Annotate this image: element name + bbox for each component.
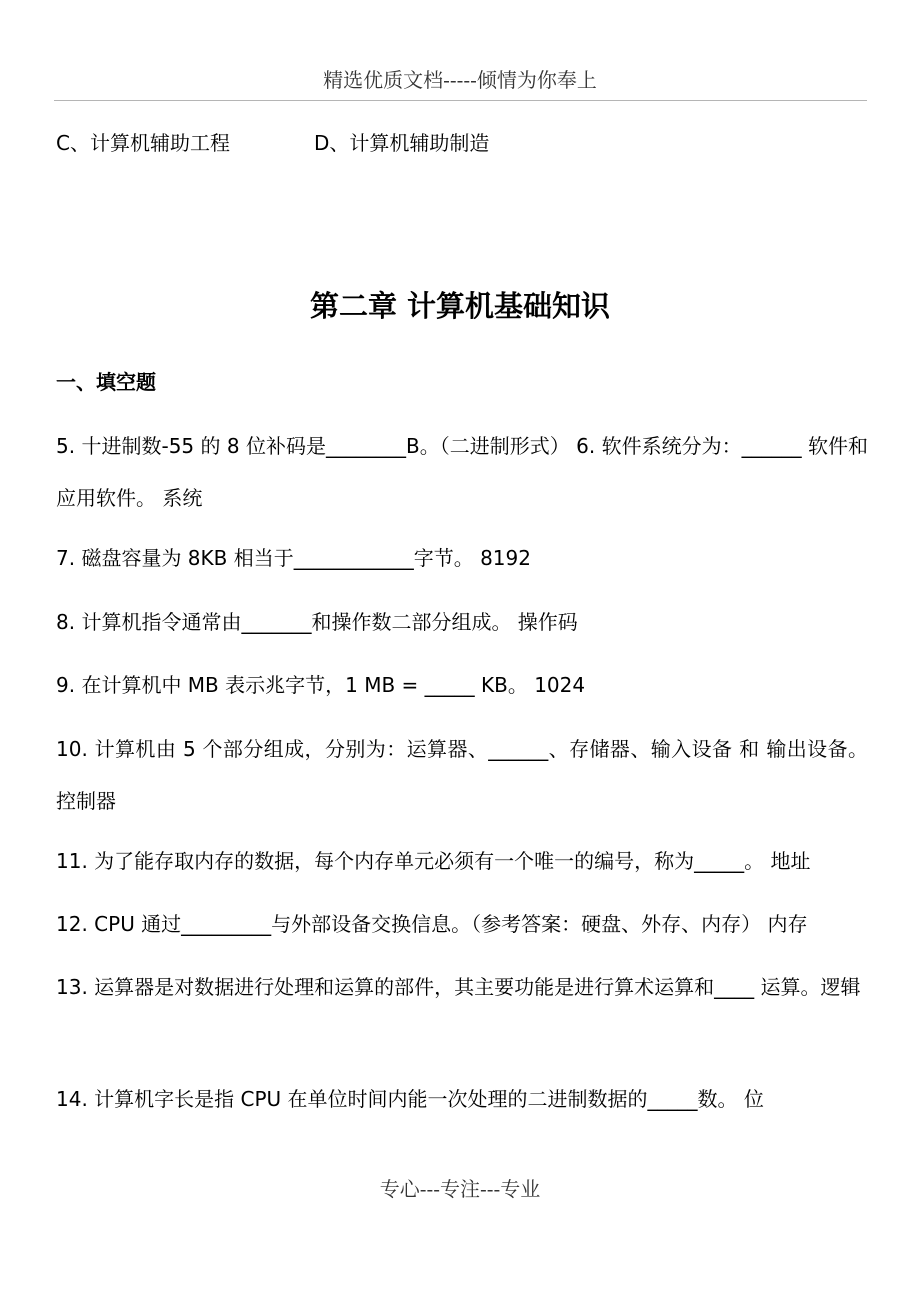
question-10: 10. 计算机由 5 个部分组成，分别为：运算器、______、存储器、输入设备 和 输出设备。控制器 <box>56 737 868 813</box>
chapter-title: 第二章 计算机基础知识 <box>309 289 611 323</box>
question-5-6: 5. 十进制数-55 的 8 位补码是________B。（二进制形式） 6. 软件系统分为：______ 软件和应用软件。 系统 <box>56 434 868 510</box>
page-header: 精选优质文档-----倾情为你奉上 <box>323 68 597 92</box>
question-8: 8. 计算机指令通常由_______和操作数二部分组成。 操作码 <box>56 610 578 634</box>
option-c: C、计算机辅助工程 <box>56 131 230 155</box>
header-divider <box>54 100 867 101</box>
question-7: 7. 磁盘容量为 8KB 相当于____________字节。 8192 <box>56 546 531 570</box>
page-footer: 专心---专注---专业 <box>379 1177 541 1201</box>
question-13: 13. 运算器是对数据进行处理和运算的部件，其主要功能是进行算术运算和____ 运算。逻辑 <box>56 975 861 999</box>
section-title: 一、填空题 <box>56 370 156 394</box>
question-9: 9. 在计算机中 MB 表示兆字节，1 MB = _____ KB。 1024 <box>56 673 586 697</box>
question-12: 12. CPU 通过_________与外部设备交换信息。（参考答案：硬盘、外存、内存） 内存 <box>56 912 808 936</box>
question-14: 14. 计算机字长是指 CPU 在单位时间内能一次处理的二进制数据的_____数。 位 <box>56 1087 764 1111</box>
answer-options <box>56 128 489 158</box>
option-d: D、计算机辅助制造 <box>314 131 490 155</box>
question-11: 11. 为了能存取内存的数据，每个内存单元必须有一个唯一的编号，称为_____。 地址 <box>56 849 811 873</box>
